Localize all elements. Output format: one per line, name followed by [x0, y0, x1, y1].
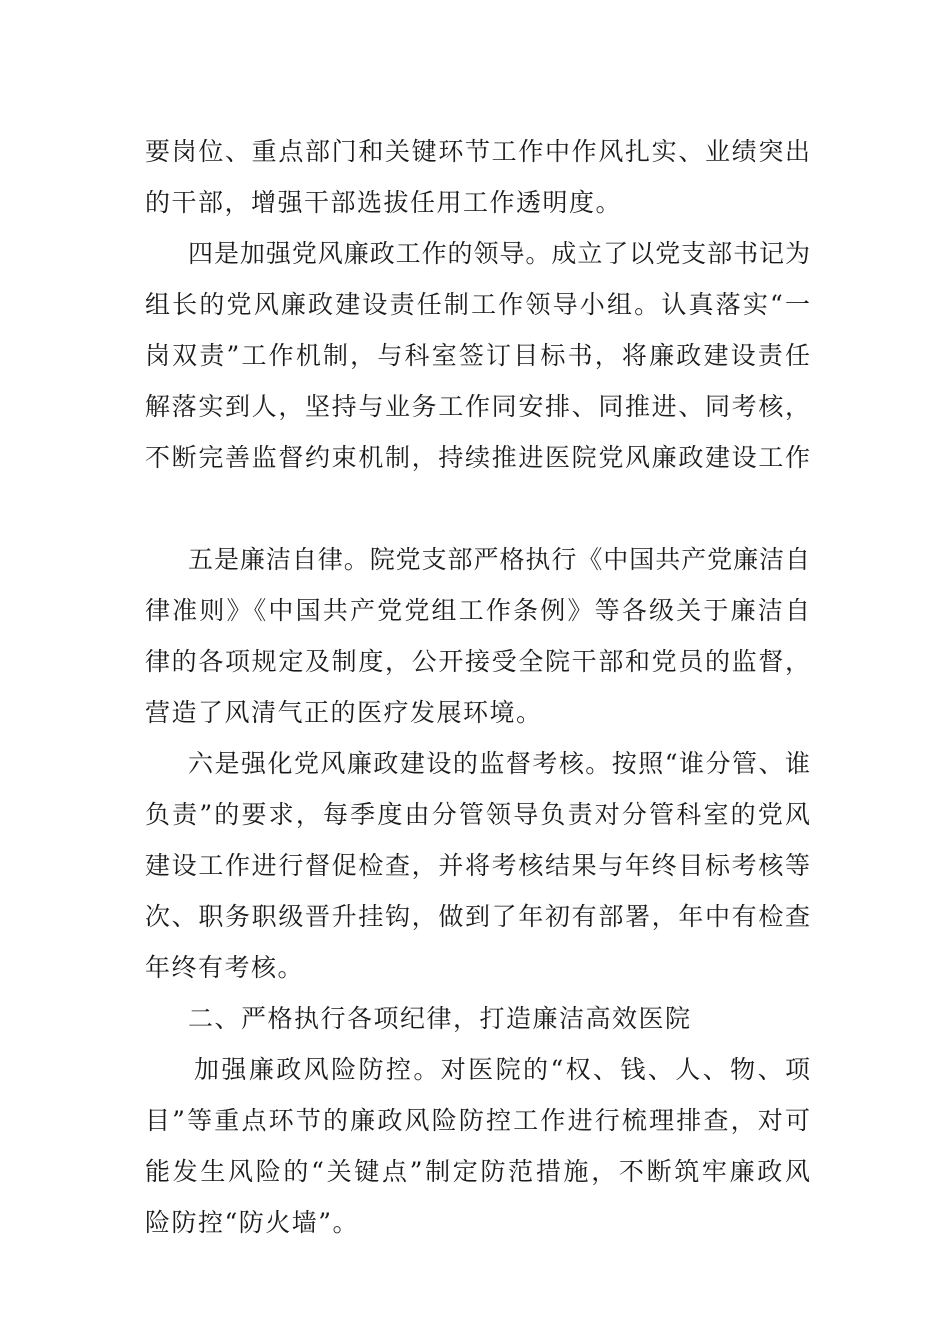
text-line: 岗双责”工作机制，与科室签订目标书，将廉政建设责任	[145, 341, 810, 370]
text-line: 要岗位、重点部门和关键环节工作中作风扎实、业绩突出	[145, 137, 810, 166]
paragraph-heading: 六是强化党风廉政建设的监督考核。按照“谁分管、谁	[188, 749, 810, 778]
text-line: 险防控“防火墙”。	[145, 1208, 360, 1237]
text-line: 次、职务职级晋升挂钩，做到了年初有部署，年中有检查	[145, 902, 810, 931]
text-line: 营造了风清气正的医疗发展环境。	[145, 698, 543, 727]
text-line: 解落实到人，坚持与业务工作同安排、同推进、同考核，	[145, 392, 810, 421]
text-line: 律准则》《中国共产党党组工作条例》等各级关于廉洁自	[145, 596, 810, 625]
text-line: 能发生风险的“关键点”制定防范措施，不断筑牢廉政风	[145, 1157, 810, 1186]
text-line: 组长的党风廉政建设责任制工作领导小组。认真落实“一	[145, 290, 810, 319]
text-line: 的干部，增强干部选拔任用工作透明度。	[145, 188, 623, 217]
text-line: 目”等重点环节的廉政风险防控工作进行梳理排查，对可	[145, 1106, 810, 1135]
paragraph-heading: 加强廉政风险防控。对医院的“权、钱、人、物、项	[194, 1055, 810, 1084]
paragraph-heading: 四是加强党风廉政工作的领导。成立了以党支部书记为	[188, 239, 810, 268]
text-line: 律的各项规定及制度，公开接受全院干部和党员的监督，	[145, 647, 810, 676]
paragraph-heading: 五是廉洁自律。院党支部严格执行《中国共产党廉洁自	[188, 545, 810, 574]
text-line: 建设工作进行督促检查，并将考核结果与年终目标考核等	[145, 851, 810, 880]
text-line: 年终有考核。	[145, 953, 305, 982]
section-heading: 二、严格执行各项纪律，打造廉洁高效医院	[188, 1004, 692, 1033]
text-line: 不断完善监督约束机制，持续推进医院党风廉政建设工作	[145, 443, 810, 472]
text-line: 负责”的要求，每季度由分管领导负责对分管科室的党风	[145, 800, 810, 829]
